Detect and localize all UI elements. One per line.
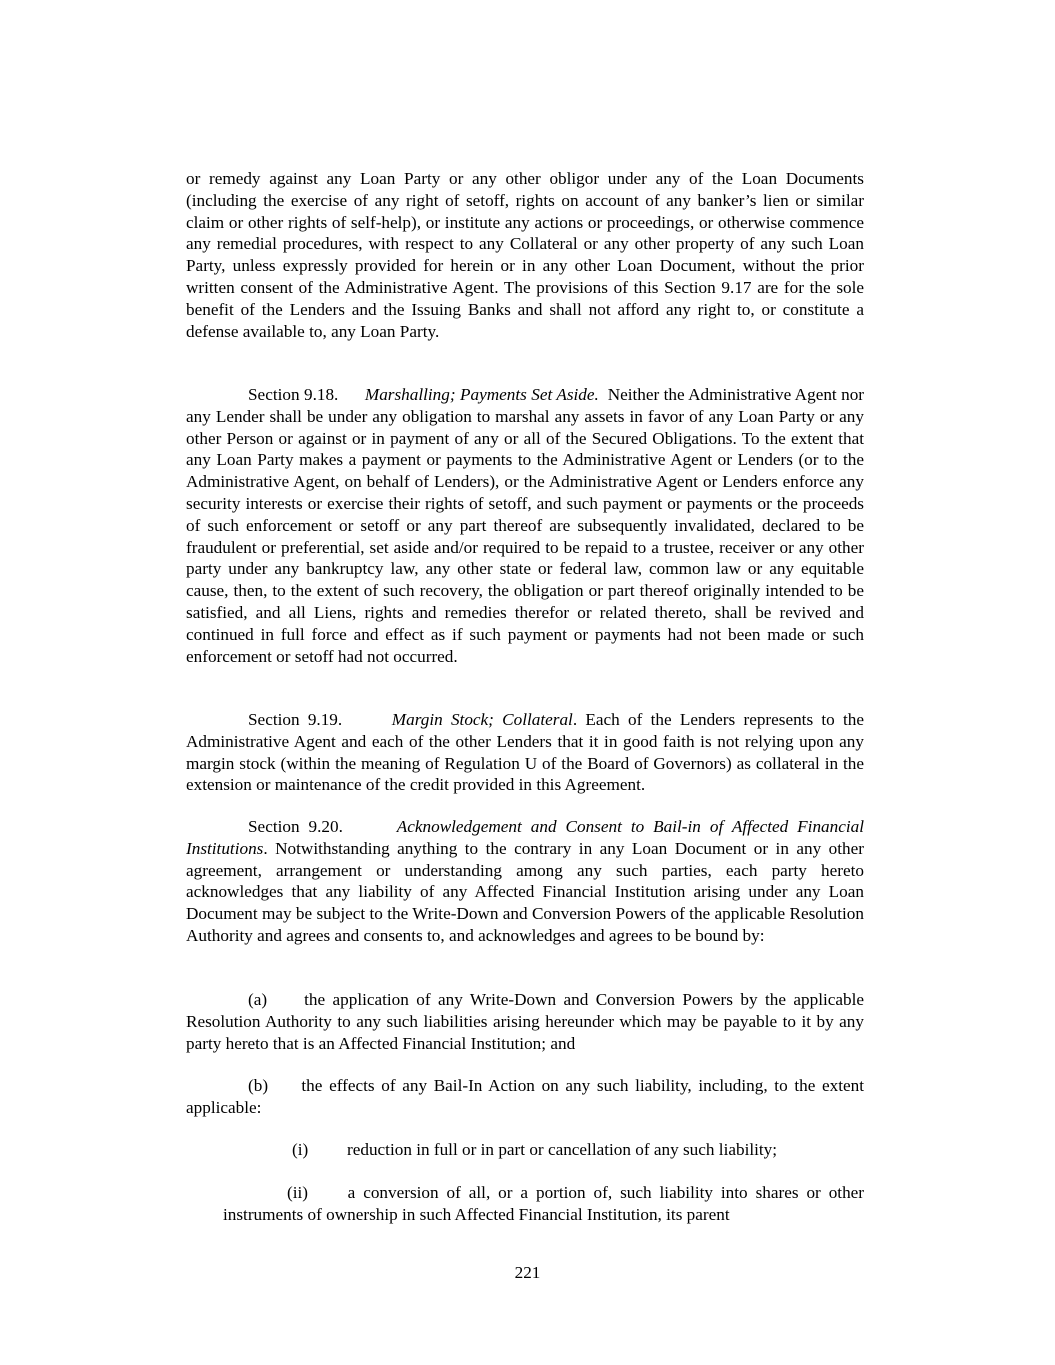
page-number: 221	[514, 1263, 541, 1282]
clause-b-paragraph	[186, 1075, 864, 1119]
clause-ii-paragraph	[223, 1182, 864, 1226]
section-title: Acknowledgement and Consent to Bail-in of Affected Financial Institutions	[186, 817, 865, 858]
clause-label: (a)	[248, 990, 268, 1009]
clause-i-label: (i)	[292, 1140, 309, 1159]
clause-text: a conversion of all, or a portion of, such liability into shares or other instruments of ownership in such Affected Financial Institution, its parent	[223, 1183, 865, 1224]
section-number: Section 9.19.	[248, 710, 343, 729]
section-body: . Each of the Lenders represents to the Administrative Agent and each of the other Lenders that it in good faith is not relying upon any margin stock (within the meaning of Regulation U of the Board of Governors) as collateral in the extension or maintenance of the credit provided in this Agreement.	[186, 710, 865, 795]
clause-label: (b)	[248, 1076, 269, 1095]
section-number: Section 9.20.	[248, 817, 343, 836]
clause-label: (ii)	[287, 1183, 308, 1202]
continuation-paragraph: or remedy against any Loan Party or any other obligor under any of the Loan Documents (including the exercise of any right of setoff, rights on account of any banker’s lien or similar claim or other rights of self-help), or institute any actions or proceedings, or otherwise commence any remedial procedures, with respect to any Collateral or any other property of any such Loan Party, unless expressly provided for herein or in any other Loan Document, without the prior written consent of the Administrative Agent. The provisions of this Section 9.17 are for the sole benefit of the Lenders and the Issuing Banks and shall not afford any right to, or constitute a defense available to, any Loan Party.	[186, 169, 864, 341]
clause-i-text: reduction in full or in part or cancellation of any such liability;	[347, 1140, 778, 1159]
section-body: Neither the Administrative Agent nor any Lender shall be under any obligation to marshal any assets in favor of any Loan Party or any other Person or against or in payment of any or all of the Secured Obligations. To the extent that any Loan Party makes a payment or payments to the Administrative Agent or Lenders (or to the Administrative Agent, on behalf of Lenders), or the Administrative Agent or Lenders enforce any security interests or exercise their rights of setoff, and such payment or payments or the proceeds of such enforcement or setoff or any part thereof are subsequently invalidated, declared to be fraudulent or preferential, set aside and/or required to be repaid to a trustee, receiver or any other party under any bankruptcy law, any other state or federal law, common law or any equitable cause, then, to the extent of such recovery, the obligation or part thereof originally intended to be satisfied, and all Liens, rights and remedies therefor or related thereto, shall be revived and continued in full force and effect as if such payment or payments had not been made or such enforcement or setoff had not occurred.	[186, 385, 865, 666]
clause-text: the application of any Write-Down and Conversion Powers by the applicable Resolution Authority to any such liabilities arising hereunder which may be payable to it by any party hereto that is an Affected Financial Institution; and	[186, 990, 864, 1053]
section-body: . Notwithstanding anything to the contrary in any Loan Document or in any other agreement, arrangement or understanding among any such parties, each party hereto acknowledges that any liability of any Affected Financial Institution arising under any Loan Document may be subject to the Write-Down and Conversion Powers of the applicable Resolution Authority and agrees and consents to, and acknowledges and agrees to be bound by:	[186, 838, 864, 945]
section-number: Section 9.18.	[248, 385, 339, 404]
section-title: Margin Stock; Collateral	[391, 710, 573, 729]
section-9-19-paragraph	[186, 709, 864, 796]
clause-a-paragraph	[186, 989, 864, 1054]
section-9-18-paragraph	[186, 384, 864, 667]
section-9-20-paragraph	[186, 816, 864, 947]
clause-text: the effects of any Bail-In Action on any such liability, including, to the extent applicable:	[186, 1076, 864, 1117]
section-title: Marshalling; Payments Set Aside.	[364, 385, 599, 404]
